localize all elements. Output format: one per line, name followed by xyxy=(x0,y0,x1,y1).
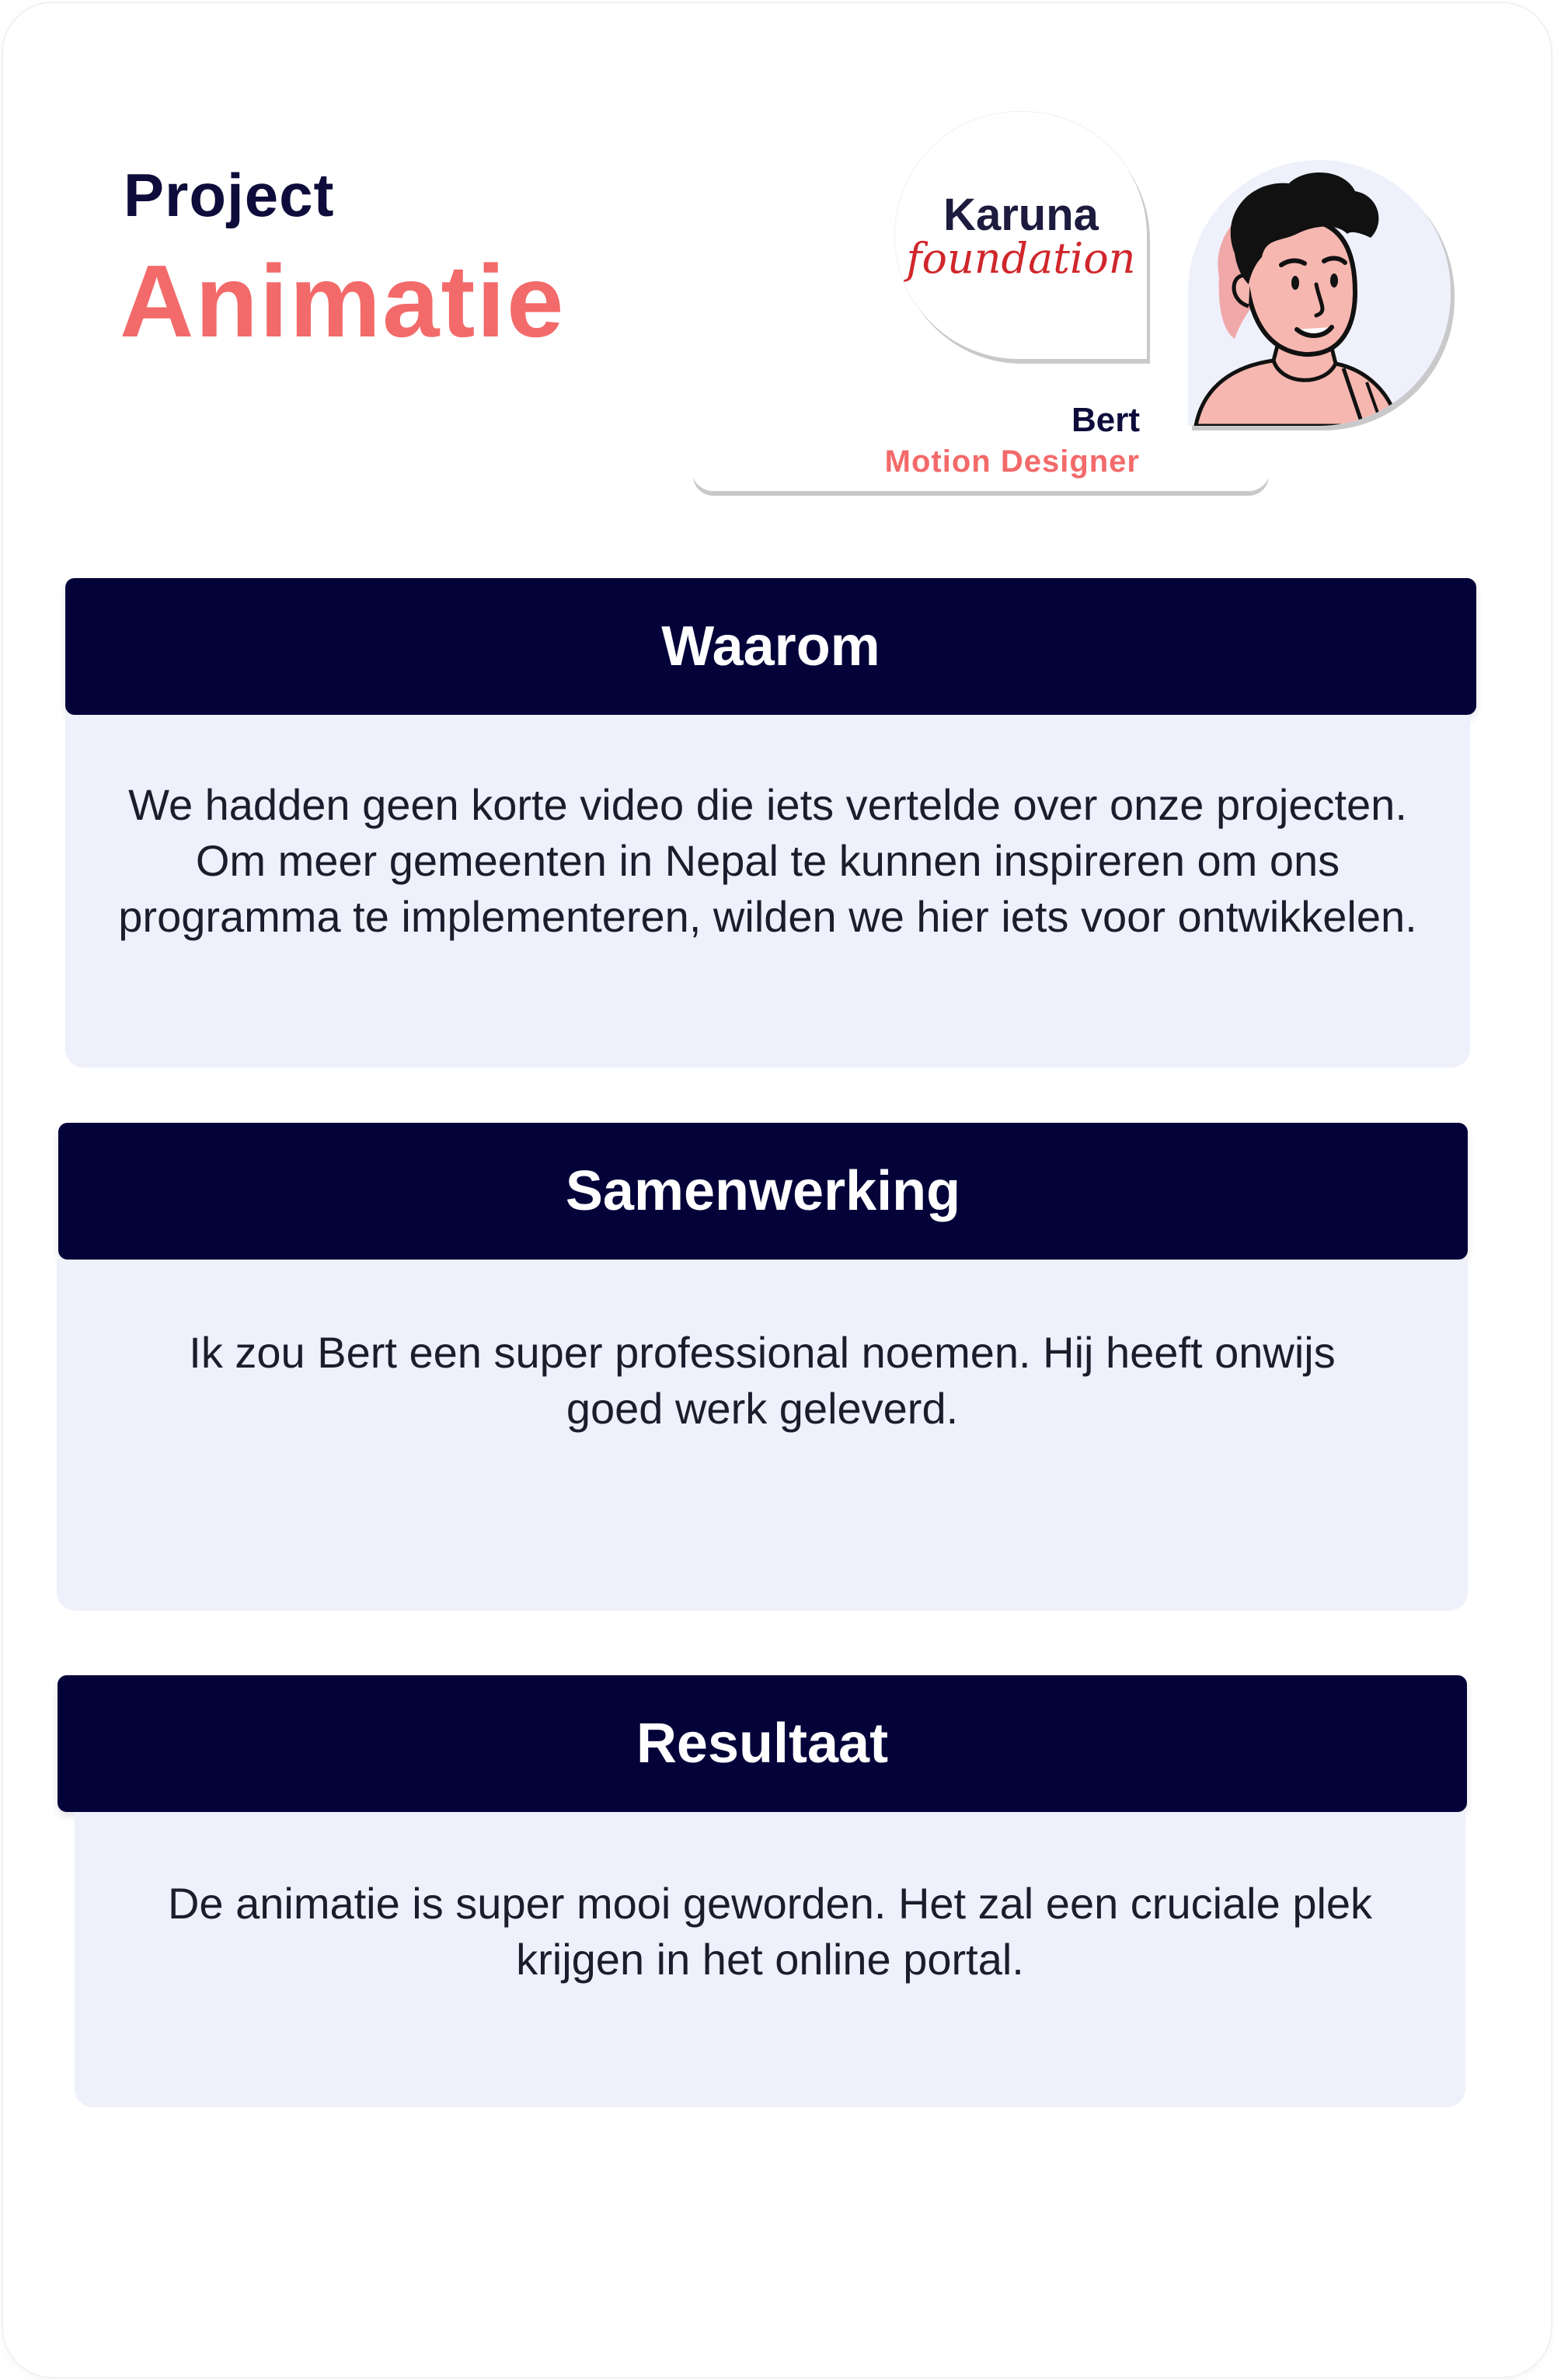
section-body-samenwerking xyxy=(57,1260,1468,1611)
section-text: We hadden geen korte video die iets vertelde over onze projecten. Om meer gemeenten in Nepal te kunnen inspireren om ons programma te implementeren, wilden we hier iets voor ontwikkelen. xyxy=(118,780,1417,941)
section-body-resultaat xyxy=(75,1812,1465,2107)
section-text: De animatie is super mooi geworden. Het zal een cruciale plek krijgen in het online portal. xyxy=(167,1879,1373,1984)
section-header-samenwerking xyxy=(58,1123,1468,1260)
section-title: Waarom xyxy=(661,615,880,678)
project-card xyxy=(3,3,1551,2377)
client-logo-name: Karuna xyxy=(943,190,1099,240)
project-title: Animatie xyxy=(120,244,566,358)
profile-role: Motion Designer xyxy=(884,444,1140,479)
section-text: Ik zou Bert een super professional noemen. Hij heeft onwijs goed werk geleverd. xyxy=(189,1328,1336,1433)
project-kicker: Project xyxy=(124,161,335,229)
profile-name: Bert xyxy=(1071,401,1140,439)
section-title: Resultaat xyxy=(636,1713,889,1775)
section-header-resultaat xyxy=(57,1675,1467,1812)
avatar-illustration-icon xyxy=(1188,160,1451,426)
avatar xyxy=(1188,160,1451,426)
section-title: Samenwerking xyxy=(565,1160,961,1222)
section-header-waarom xyxy=(65,578,1476,715)
client-logo xyxy=(895,112,1147,359)
client-logo-subtitle: foundation xyxy=(906,234,1136,283)
section-body-waarom xyxy=(65,715,1470,1068)
